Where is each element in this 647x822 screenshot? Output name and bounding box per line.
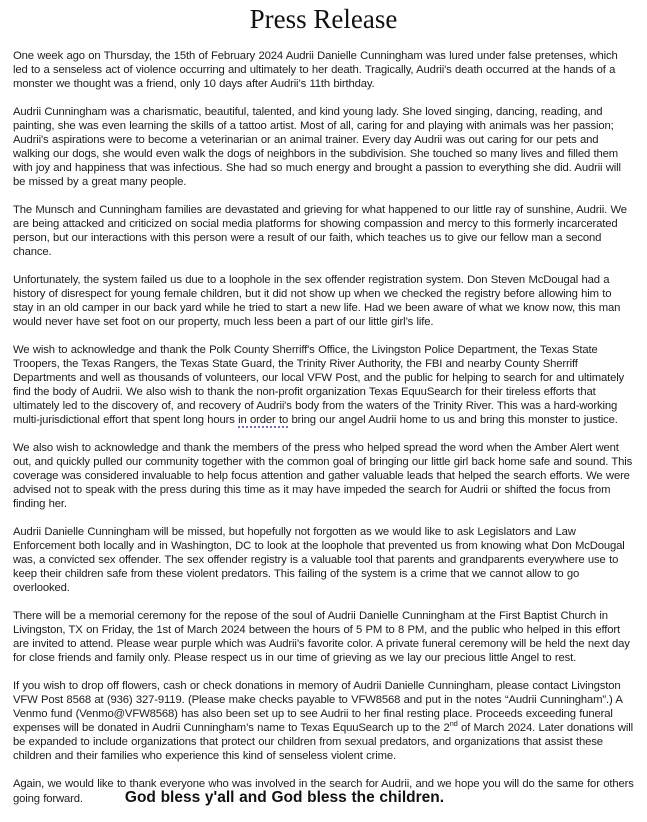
paragraph-press-thanks: We also wish to acknowledge and thank the members of the press who helped spread the word when the Amber Alert went out, and quickly pulled our community together with the common goal of bringing our little girl back home safe and sound. This coverage was considered invaluable to help focus attention and gather valuable leads that helped the search efforts. We were advised not to speak with the press during this time as it may have impeded the search for Audrii or shifted the focus from finding her.	[13, 442, 633, 510]
paragraph-memorial: There will be a memorial ceremony for the repose of the soul of Audrii Danielle Cunningham at the First Baptist Church in Livingston, TX on Friday, the 1st of March 2024 between the hours of 5 PM to 8 PM, and the public who helped in this effort are invited to attend. Please wear purple which was Audrii’s favorite color. A private funeral ceremony will be held the next day for close friends and family only. Please respect us in our time of grieving as we lay our precious little Angel to rest.	[13, 610, 630, 664]
paragraph-incident: One week ago on Thursday, the 15th of February 2024 Audrii Danielle Cunningham was lured under false pretenses, which led to a senseless act of violence occurring and ultimately to her death. Tragically, Audrii's death occurred at the hands of a monster we thought was a friend, only 10 days after Audrii’s 11th birthday.	[13, 50, 618, 90]
acknowledgements-text-before: We wish to acknowledge and thank the Polk County Sherriff's Office, the Livingston Police Department, the Texas State Troopers, the Texas Rangers, the Texas State Guard, the Trinity River Authority, the FBI and nearby County Sherriff Departments and well as thousands of volunteers, our local VFW Post, and the public for helping to search for and ultimately find the body of Audrii. We also wish to thank the non-profit organization Texas EquuSearch for their tireless efforts that ultimately led to the discovery of, and recovery of Audrii's body from the waters of the Trinity River. This was a hard-working multi-jurisdictional effort that spent long hours	[13, 344, 625, 426]
document-body	[13, 49, 634, 806]
acknowledgements-text-after: bring our angel Audrii home to us and bring this monster to justice.	[288, 414, 618, 426]
ordinal-suffix: nd	[449, 719, 458, 729]
paragraph-acknowledgements	[13, 343, 634, 427]
paragraph-registry-loophole: Audrii Danielle Cunningham will be missed, but hopefully not forgotten as we would like to ask Legislators and Law Enforcement both locally and in Washington, DC to look at the loophole that prevented us from knowing what Don McDougal was, a convicted sex offender. The sex offender registry is a valuable tool that parents and grandparents everywhere use to keep their children safe from these violent predators. This failing of the system is a crime that we cannot allow to go overlooked.	[13, 526, 625, 594]
closing-text: Again, we would like to thank everyone who was involved in the search for Audrii, and we hope you will do the same for others going forward.	[13, 778, 634, 805]
grammar-underlined-phrase: in order to	[238, 414, 289, 426]
paragraph-closing	[13, 777, 634, 806]
paragraph-families-grief: The Munsch and Cunningham families are devastated and grieving for what happened to our little ray of sunshine, Audrii. We are being attacked and criticized on social media platforms for showing compassion and mercy to this formerly incarcerated person, but our interactions with this person were a result of our faith, which teaches us to give our fellow man a second chance.	[13, 204, 627, 258]
page-title: Press Release	[249, 4, 398, 34]
donations-text-after: of March 2024. Later donations will be expanded to include organizations that protect our children from sexual predators, and organizations that assist these children and their families who experience this kind of senseless violent crime.	[13, 722, 633, 762]
paragraph-donations	[13, 679, 634, 763]
donations-text-before: If you wish to drop off flowers, cash or check donations in memory of Audrii Danielle Cunningham, please contact Livingston VFW Post 8568 at (936) 327-9119. (Please make checks payable to VFW8568 and put in the notes “Audrii Cunningham”.) A Venmo fund (Venmo@VFW8568) has also been set up to see Audrii to her final resting place. Proceeds exceeding funeral expenses will be donated in Audrii Cunningham’s name to Texas EquuSearch up to the 2	[13, 680, 623, 734]
paragraph-system-failure: Unfortunately, the system failed us due to a loophole in the sex offender registration system. Don Steven McDougal had a history of disrespect for young female children, but it did not show up when we checked the registry before allowing him to stay in an old camper in our back yard while he tried to start a new life. Had we been aware of what we know now, this man would never have set foot on our property, much less been a part of our little girl’s life.	[13, 274, 621, 328]
paragraph-about-audrii: Audrii Cunningham was a charismatic, beautiful, talented, and kind young lady. She loved singing, dancing, reading, and painting, she was even learning the skills of a tattoo artist. Most of all, caring for and playing with animals was her passion; Audrii's aspirations were to become a veterinarian or an animal trainer. Every day Audrii was out caring for our pets and walking our dogs, she would even walk the dogs of neighbors in the subdivision. She touched so many lives and filled them with joy and happiness that was infectious. She had so much energy and brought a passion to everything she did. Audrii will be missed by a great many people.	[13, 106, 621, 188]
closing-blessing: God bless y'all and God bless the children.	[124, 789, 445, 806]
